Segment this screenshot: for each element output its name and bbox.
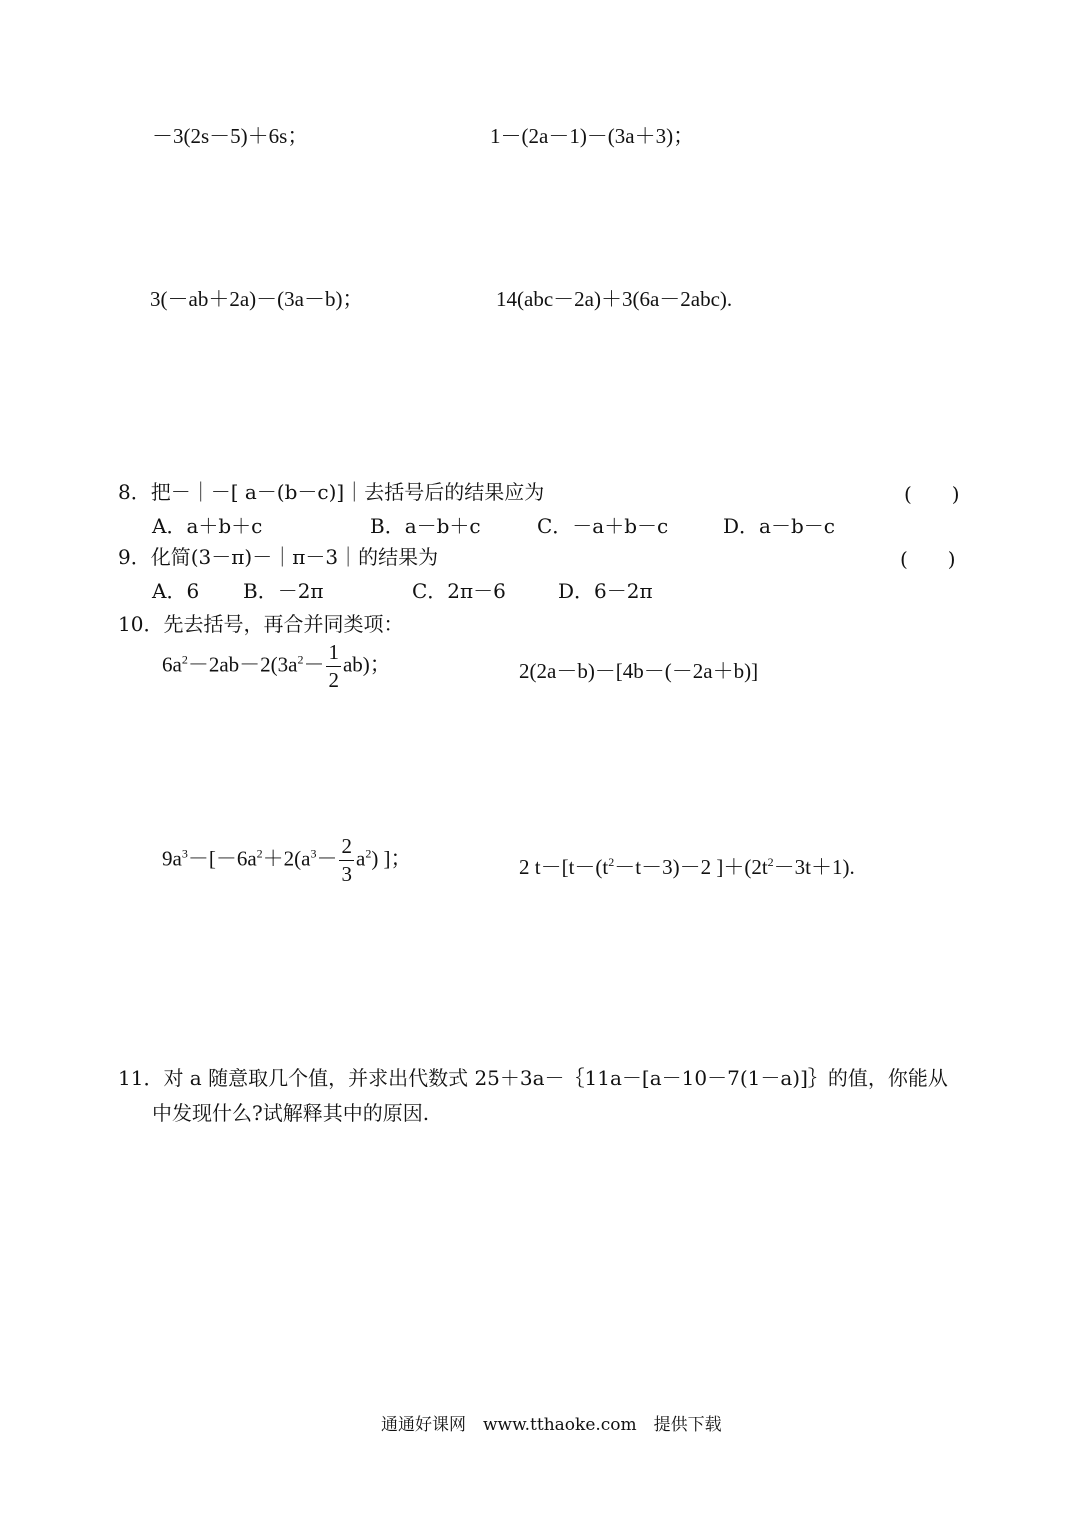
question-11-line-1: 11．对 a 随意取几个值，并求出代数式 25＋3a－｛11a－[a－10－7(1－a)]｝的值，你能从 — [118, 1066, 948, 1090]
expression-3: 3(－ab＋2a)－(3a－b)； — [150, 287, 364, 311]
question-10-expression-1: $6a^2-2ab-2(3a^2-$ $\frac{1}{2}$ ab)； — [162, 640, 391, 692]
question-9-option-a: A．6 — [152, 579, 200, 603]
question-10-expression-4: 2 $t-[t-(t^2-t-3)-2$ ]$+(2t^2-3t+1)$. — [519, 855, 855, 879]
question-9-answer-bracket: ( ) — [900, 547, 956, 571]
fraction-two-thirds: $\frac{2}{3}$ — [341, 834, 352, 886]
question-8-answer-bracket: ( ) — [904, 482, 960, 506]
question-9-stem: 9．化简(3－π)－｜π－3｜的结果为 — [118, 545, 439, 569]
page-footer: 通通好课网 www.tthaoke.com 提供下载 — [381, 1415, 722, 1435]
question-11-line-2: 中发现什么?试解释其中的原因. — [152, 1101, 430, 1125]
question-8-option-a: A．a＋b＋c — [152, 514, 263, 538]
question-8-option-b: B．a－b＋c — [370, 514, 481, 538]
question-8-stem: 8．把－｜－[ a－(b－c)]｜去括号后的结果应为 — [118, 480, 545, 504]
question-10-expression-2: 2(2a－b)－[4b－(－2a＋b)] — [519, 659, 759, 683]
question-9-option-d: D．6－2π — [558, 579, 653, 603]
question-10-stem: 10．先去括号，再合并同类项： — [118, 612, 404, 636]
question-10-expression-3: $9a^3-[-6a^2+2(a^3-$ $\frac{2}{3}$ $a^2$) ]； — [162, 834, 412, 886]
question-8-option-c: C．－a＋b－c — [537, 514, 669, 538]
expression-1: －3(2s－5)＋6s； — [152, 124, 309, 148]
question-9-option-c: C．2π－6 — [412, 579, 506, 603]
fraction-one-half: $\frac{1}{2}$ — [328, 640, 339, 692]
expression-4: 14(abc－2a)＋3(6a－2abc). — [496, 287, 733, 311]
expression-2: 1－(2a－1)－(3a＋3)； — [490, 124, 695, 148]
question-9-option-b: B．－2π — [243, 579, 324, 603]
question-8-option-d: D．a－b－c — [723, 514, 835, 538]
